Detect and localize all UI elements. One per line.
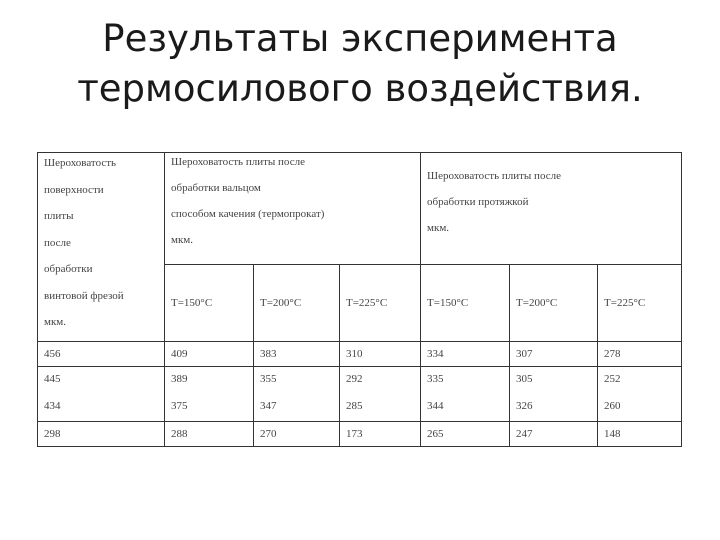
table-cell: 456 [38, 341, 165, 366]
table-cell: 288 [165, 421, 254, 446]
table-cell: 270 [254, 421, 340, 446]
temp-cell: T=150°C [165, 265, 254, 341]
table-header-row [38, 153, 682, 265]
table-cell: 278 [598, 341, 682, 366]
table-cell: 252 260 [598, 366, 682, 421]
table-cell: 389 375 [165, 366, 254, 421]
table-row [38, 421, 682, 446]
header-line: поверхности [44, 183, 104, 196]
table-cell: 247 [510, 421, 598, 446]
table-cell: 310 [340, 341, 421, 366]
temp-cell: T=200°C [254, 265, 340, 341]
header-line: мкм. [44, 316, 67, 328]
header-line: обработки вальцом [171, 182, 261, 194]
table-cell: 148 [598, 421, 682, 446]
table-row [38, 341, 682, 366]
header-line: плиты [44, 210, 74, 222]
header-line: после [44, 236, 71, 249]
header-line: Шероховатость плиты после [427, 170, 561, 182]
table-cell: 307 [510, 341, 598, 366]
header-line: Шероховатость плиты после [171, 156, 305, 168]
header-line: винтовой фрезой [44, 289, 124, 302]
table-cell: 335 344 [421, 366, 510, 421]
table-cell: 265 [421, 421, 510, 446]
header-line: мкм. [171, 234, 194, 246]
table-cell: 445 434 [38, 366, 165, 421]
table-cell: 355 347 [254, 366, 340, 421]
temp-cell: T=225°C [340, 265, 421, 341]
temp-cell: T=200°C [510, 265, 598, 341]
header-line: обработки протяжкой [427, 196, 529, 208]
temp-cell: T=225°C [598, 265, 682, 341]
table-row-pair [38, 366, 682, 421]
table-cell: 383 [254, 341, 340, 366]
table-cell: 334 [421, 341, 510, 366]
table-cell: 305 326 [510, 366, 598, 421]
header-line: Шероховатость [44, 157, 117, 169]
header-cell-milling [38, 153, 165, 342]
header-line: обработки [44, 263, 93, 275]
title-line-2: термосилового воздействия. [77, 67, 643, 110]
results-table [37, 152, 682, 447]
temp-cell: T=150°C [421, 265, 510, 341]
header-line: способом качения (термопрокат) [171, 208, 325, 220]
slide-title [0, 14, 720, 114]
header-cell-broaching [421, 153, 682, 265]
table-cell: 298 [38, 421, 165, 446]
table-cell: 409 [165, 341, 254, 366]
header-line: мкм. [427, 222, 450, 234]
table-cell: 173 [340, 421, 421, 446]
header-cell-rolling [165, 153, 421, 265]
table-cell: 292 285 [340, 366, 421, 421]
title-line-1: Результаты эксперимента [102, 17, 618, 60]
